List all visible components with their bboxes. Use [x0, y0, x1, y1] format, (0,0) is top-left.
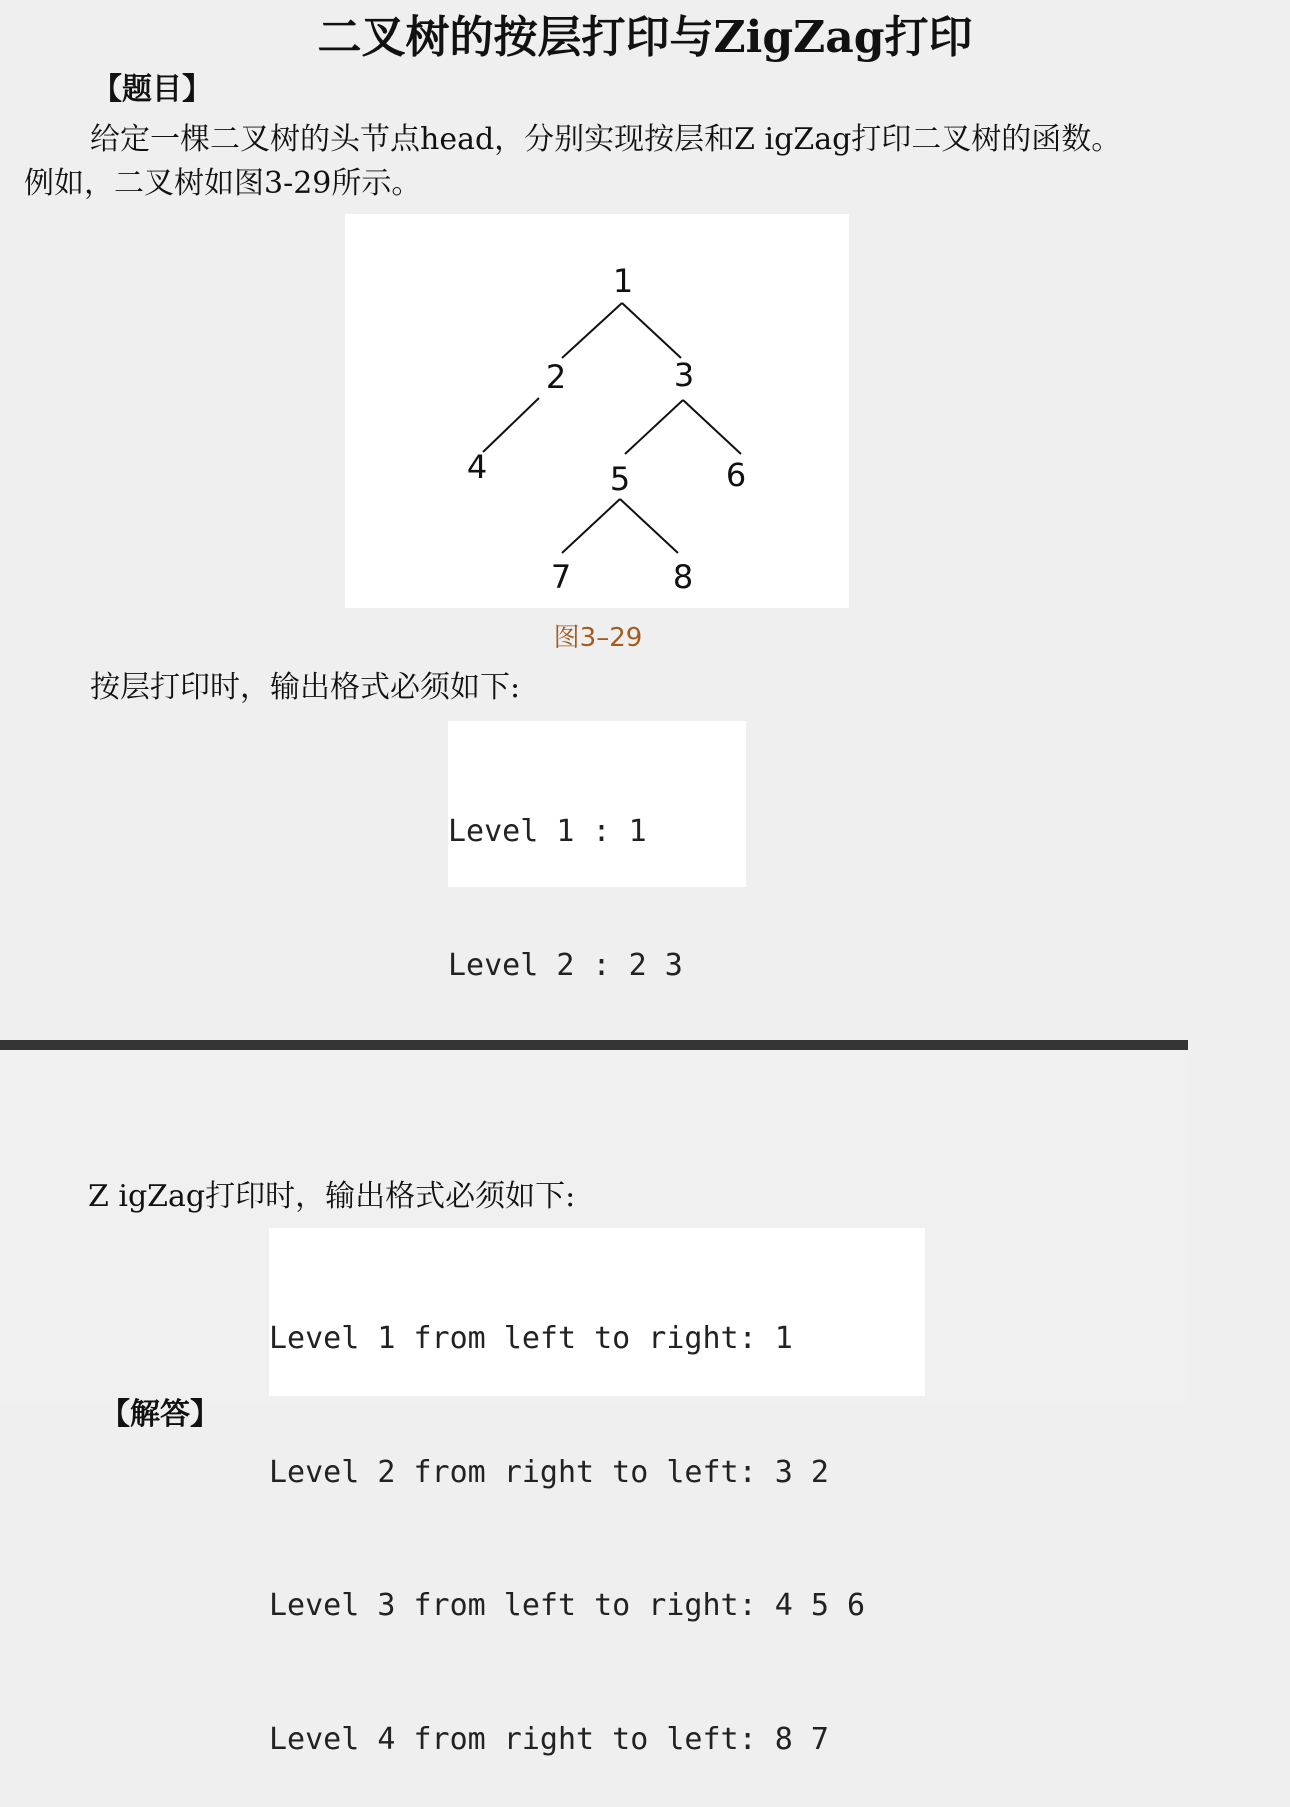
zigzag-output-line: Level 1 from left to right: 1 — [269, 1321, 793, 1356]
tree-node-3: 3 — [673, 356, 695, 394]
tree-node-7: 7 — [550, 558, 572, 596]
tree-node-4: 4 — [466, 448, 488, 486]
tree-edge-3-6 — [683, 400, 741, 454]
zigzag-print-intro: Z igZag打印时，输出格式必须如下: — [88, 1179, 576, 1214]
tree-node-1: 1 — [612, 262, 634, 300]
zigzag-output-line: Level 2 from right to left: 3 2 — [269, 1454, 829, 1490]
tree-edge-1-2 — [562, 303, 622, 358]
zigzag-output-line: Level 4 from right to left: 8 7 — [269, 1721, 829, 1757]
tree-node-5: 5 — [609, 460, 631, 498]
tree-node-6: 6 — [725, 456, 747, 494]
tree-edge-3-5 — [625, 400, 683, 454]
tree-node-8: 8 — [672, 558, 694, 596]
tree-edge-1-3 — [622, 303, 681, 358]
problem-section-label: 【题目】 — [92, 72, 212, 107]
zigzag-output-block — [269, 1228, 925, 1757]
tree-node-2: 2 — [545, 358, 567, 396]
page-title: 二叉树的按层打印与ZigZag打印 — [317, 12, 973, 63]
tree-edge-5-8 — [620, 499, 678, 553]
tree-edge-2-4 — [483, 398, 539, 452]
intro-line-1: 给定一棵二叉树的头节点head，分别实现按层和Z igZag打印二叉树的函数。 — [90, 122, 1122, 157]
figure-caption: 图3–29 — [553, 623, 643, 653]
tree-figure — [345, 214, 849, 608]
level-output-block — [448, 721, 746, 983]
level-output-line: Level 2 : 2 3 — [448, 947, 683, 983]
level-print-intro: 按层打印时，输出格式必须如下: — [90, 670, 521, 705]
tree-diagram — [345, 214, 849, 608]
intro-line-2: 例如，二叉树如图3-29所示。 — [24, 166, 422, 201]
page-divider — [0, 1040, 1188, 1050]
answer-section-label: 【解答】 — [100, 1397, 220, 1432]
level-output-line: Level 1 : 1 — [448, 814, 647, 849]
tree-edge-5-7 — [562, 499, 620, 553]
zigzag-output-line: Level 3 from left to right: 4 5 6 — [269, 1588, 866, 1623]
